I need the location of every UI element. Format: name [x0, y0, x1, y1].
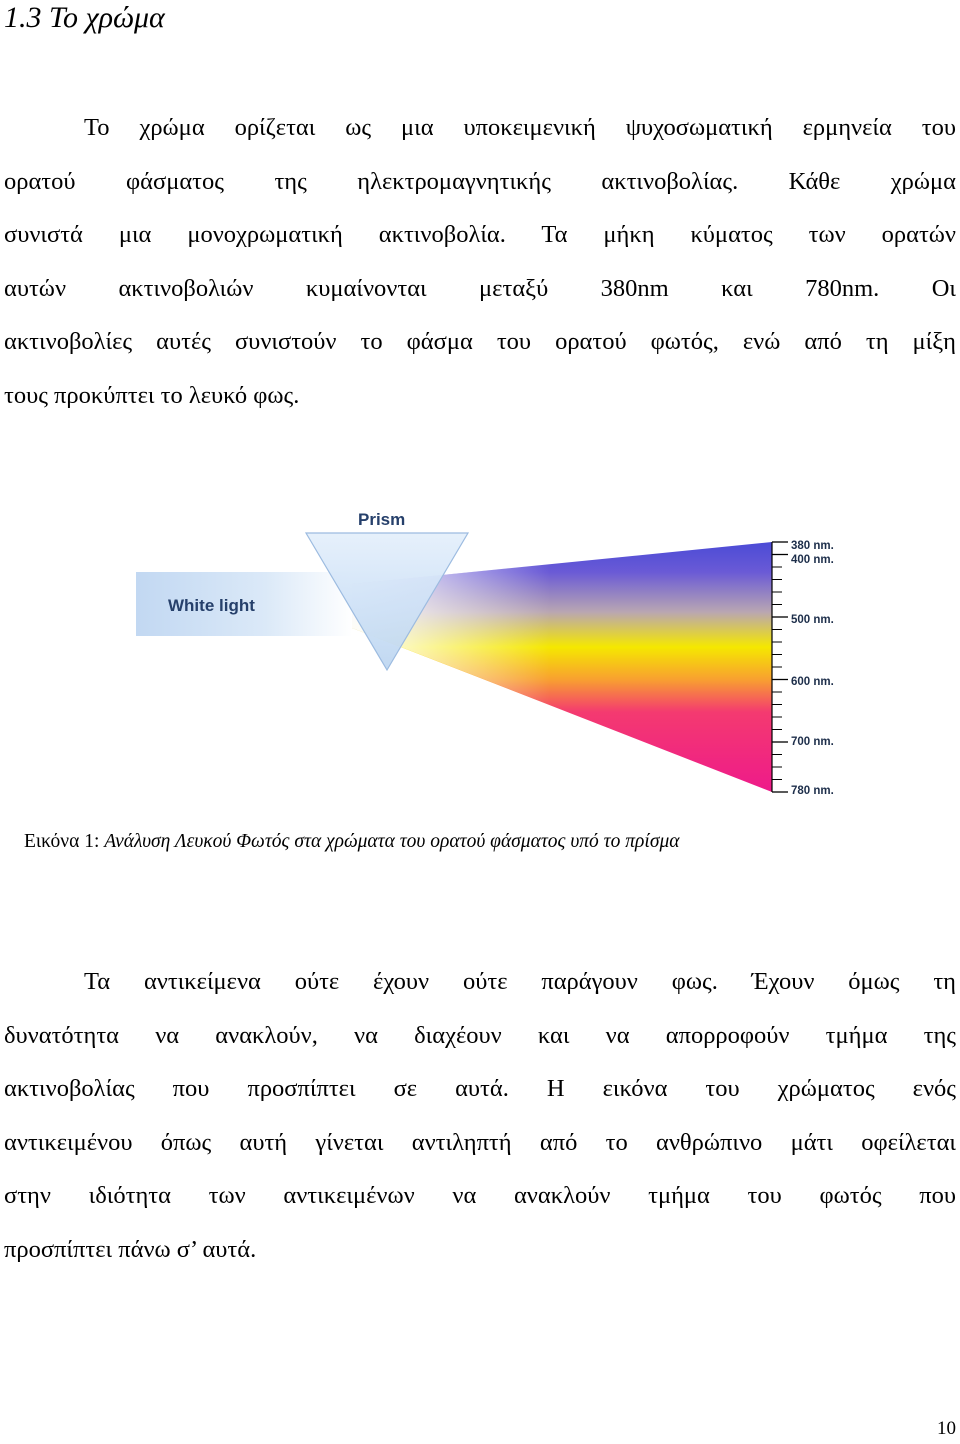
scale-ticks	[772, 542, 788, 792]
prism-label: Prism	[358, 510, 406, 529]
caption-prefix: Εικόνα 1:	[24, 831, 105, 852]
page-number: 10	[937, 1418, 956, 1439]
paragraph-line: ορατού φάσματος της ηλεκτρομαγνητικής ακτινοβολίας. Κάθε χρώμα	[4, 167, 956, 195]
section-heading: 1.3 Το χρώμα	[4, 1, 165, 34]
caption-text: Ανάλυση Λευκού Φωτός στα χρώματα του ορατού φάσματος υπό το πρίσμα	[104, 831, 680, 852]
paragraph-line: ακτινοβολίες αυτές συνιστούν το φάσμα του ορατού φωτός, ενώ από τη μίξη	[4, 328, 956, 356]
white-light-label: White light	[168, 596, 255, 615]
intro-paragraph	[4, 101, 956, 423]
paragraph-line: στην ιδιότητα των αντικειμένων να ανακλούν τμήμα του φωτός που	[4, 1182, 956, 1210]
prism-spectrum-illustration	[130, 500, 860, 800]
paragraph-line: προσπίπτει πάνω σ’ αυτά.	[4, 1235, 257, 1263]
paragraph-line: αυτών ακτινοβολιών κυμαίνονται μεταξύ 380nm και 780nm. Οι	[4, 274, 956, 302]
paragraph-line: ακτινοβολίας που προσπίπτει σε αυτά. Η εικόνα του χρώματος ενός	[4, 1075, 956, 1103]
figure-caption	[24, 829, 679, 855]
scale-label-380: 380 nm.	[791, 540, 834, 552]
paragraph-line: συνιστά μια μονοχρωματική ακτινοβολία. Τα μήκη κύματος των ορατών	[4, 221, 956, 249]
scale-label-600: 600 nm.	[791, 676, 834, 688]
paragraph-line: δυνατότητα να ανακλούν, να διαχέουν και να απορροφούν τμήμα της	[4, 1021, 956, 1049]
scale-label-400: 400 nm.	[791, 554, 834, 566]
objects-paragraph	[4, 955, 956, 1277]
paragraph-line: Τα αντικείμενα ούτε έχουν ούτε παράγουν φως. Έχουν όμως τη	[84, 968, 956, 995]
paragraph-line: Το χρώμα ορίζεται ως μια υποκειμενική ψυχοσωματική ερμηνεία του	[84, 114, 956, 141]
wavelength-scale	[772, 540, 834, 797]
scale-label-500: 500 nm.	[791, 614, 834, 626]
prism-spectrum-figure	[130, 500, 860, 800]
paragraph-line: τους προκύπτει το λευκό φως.	[4, 381, 300, 409]
paragraph-line: αντικειμένου όπως αυτή γίνεται αντιληπτή από το ανθρώπινο μάτι οφείλεται	[4, 1128, 956, 1156]
scale-label-700: 700 nm.	[791, 736, 834, 748]
scale-label-780: 780 nm.	[791, 785, 834, 797]
